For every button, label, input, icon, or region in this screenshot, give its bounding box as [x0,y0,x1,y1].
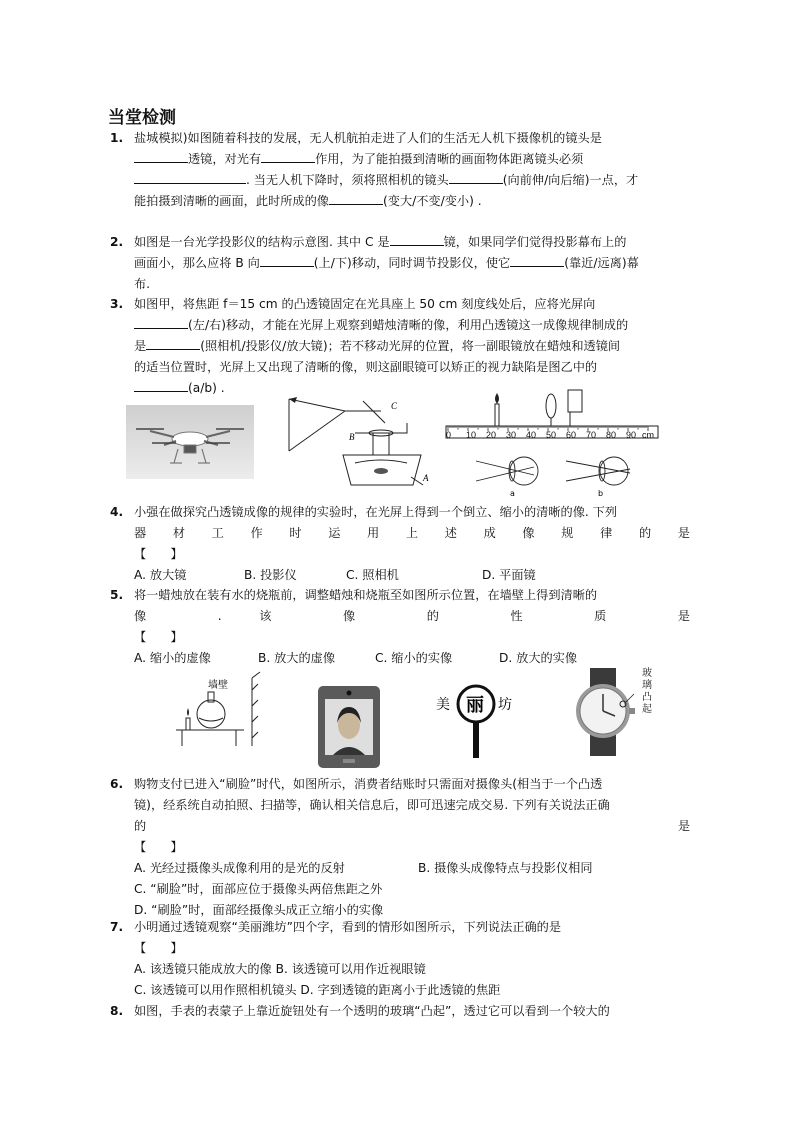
eye-label-a: a [510,489,515,498]
wall-label: 墙壁 [208,680,228,691]
question-2 [110,232,690,295]
answer-blank[interactable] [134,316,188,329]
answer-blank[interactable] [449,171,503,184]
answer-blank[interactable] [510,254,564,267]
magnifier-char-left: 美 [436,698,450,713]
question-5 [110,585,690,669]
q8-line1: 如图，手表的表蒙子上靠近旋钮处有一个透明的玻璃“凸起”，透过它可以看到一个较大的 [134,1004,610,1018]
option-ab[interactable]: A. 该透镜只能成放大的像 B. 该透镜可以用作近视眼镜 [134,962,426,976]
q7-bracket: 【 】 [134,941,183,955]
q6-line1: 购物支付已进入“刷脸”时代，如图所示，消费者结账时只需面对摄像头(相当于一个凸透 [134,777,603,791]
answer-blank[interactable] [134,379,188,392]
question-number: 6. [110,777,124,791]
option-c[interactable]: C. 照相机 [346,568,399,582]
tick-20: 20 [486,430,497,440]
ruler-unit: cm [642,430,654,440]
option-c[interactable]: C. 缩小的实像 [375,651,453,665]
q3-line2: (左/右)移动，才能在光屏上观察到蜡烛清晰的像，利用凸透镜这一成像规律制成的 [134,315,690,336]
question-number: 4. [110,505,124,519]
lens-icon [546,394,556,418]
label-A: A [423,473,429,483]
magnifier-char-right: 坊 [498,698,512,713]
q7-line1: 小明通过透镜观察“美丽潍坊”四个字，看到的情形如图所示，下列说法正确的是 [134,920,562,934]
option-d[interactable]: D. “刷脸”时，面部经摄像头成正立缩小的实像 [134,903,384,917]
q4-line1: 小强在做探究凸透镜成像的规律的实验时，在光屏上得到一个倒立、缩小的清晰的像. 下列 [134,505,618,519]
question-number: 7. [110,920,124,934]
question-6 [110,774,690,921]
answer-blank[interactable] [390,233,444,246]
q4-bracket: 【 】 [134,547,183,561]
option-b[interactable]: B. 放大的虚像 [258,651,336,665]
projector-diagram [285,393,433,495]
q2-line2: 画面小，那么应将 B 向 (上/下)移动，同时调节投影仪，使它 (靠近/远离)幕 [134,256,639,270]
question-number: 8. [110,1004,124,1018]
option-a[interactable]: A. 放大镜 [134,568,187,582]
screen-icon [568,390,582,412]
q7-options-ab [134,959,690,980]
answer-blank[interactable] [261,150,315,163]
magnifier-char-mid: 丽 [466,695,484,715]
flask-candle-figure [172,670,262,748]
answer-blank[interactable] [146,337,200,350]
crown-icon [629,708,635,714]
q1-line1: 盐城模拟)如图随着科技的发展，无人机航拍走进了人们的生活无人机下摄像机的镜头是 [134,131,602,145]
drone-photo [126,405,254,479]
tick-90: 90 [626,430,637,440]
answer-blank[interactable] [134,150,188,163]
q3-line5: (a/b) . [134,378,690,399]
question-number: 1. [110,131,124,145]
tick-60: 60 [566,430,577,440]
question-number: 3. [110,297,124,311]
q6-line2: 镜)，经系统自动拍照、扫描等，确认相关信息后，即可迅速完成交易. 下列有关说法正确 [134,798,610,812]
question-number: 2. [110,235,124,249]
question-1 [110,128,690,212]
q5-options [134,648,690,669]
answer-blank[interactable] [329,192,383,205]
question-number: 5. [110,588,124,602]
magnifier-figure [436,680,516,762]
tick-70: 70 [586,430,597,440]
q6-line3: 的 是 [134,819,690,833]
q3-line4: 的适当位置时，光屏上又出现了清晰的像，则这副眼镜可以矫正的视力缺陷是图乙中的 [134,360,598,374]
option-d[interactable]: D. 放大的实像 [499,651,578,665]
section-title: 当堂检测 [108,108,176,128]
question-4 [110,502,690,586]
q4-options [134,565,690,586]
tick-0: 0 [446,430,452,440]
optical-bench-figure [442,386,664,446]
tick-10: 10 [466,430,477,440]
tick-80: 80 [606,430,617,440]
q7-options-cd [134,980,690,1001]
question-7 [110,917,690,1001]
q3-line1: 如图甲，将焦距 f＝15 cm 的凸透镜固定在光具座上 50 cm 刻度线处后，应将光屏向 [134,297,596,311]
question-8 [110,1001,690,1022]
q5-line1: 将一蜡烛放在装有水的烧瓶前，调整蜡烛和烧瓶至如图所示位置，在墙壁上得到清晰的 [134,588,598,602]
magnifier-handle [473,722,479,758]
tick-30: 30 [506,430,517,440]
q1-line4: 能拍摄到清晰的画面，此时所成的像 (变大/不变/变小) . [134,194,482,208]
option-d[interactable]: D. 平面镜 [482,568,536,582]
candle-icon [495,394,499,426]
tick-50: 50 [546,430,557,440]
q5-line2: 像 . 该 像 的 性 质 是 [134,609,690,623]
option-b[interactable]: B. 投影仪 [244,568,297,582]
label-B: B [349,432,355,442]
q1-line3: . 当无人机下降时，须将照相机的镜头 (向前伸/向后缩)一点，才 [134,170,690,191]
option-a[interactable]: A. 缩小的虚像 [134,651,211,665]
q5-bracket: 【 】 [134,630,183,644]
q6-options-c [134,879,690,900]
eye-label-b: b [598,489,604,498]
camera-icon [347,691,352,696]
answer-blank[interactable] [260,254,314,267]
answer-blank[interactable] [134,171,246,184]
option-cd[interactable]: C. 该透镜可以用作照相机镜头 D. 字到透镜的距离小于此透镜的焦距 [134,983,501,997]
q2-line1: 如图是一台光学投影仪的结构示意图. 其中 C 是 镜，如果同学们觉得投影幕布上的 [134,235,627,249]
q1-line2: 透镜，对光有 作用，为了能拍摄到清晰的画面物体距离镜头必须 [134,149,690,170]
q2-line3: 布. [134,277,151,291]
option-b[interactable]: B. 摄像头成像特点与投影仪相同 [418,861,593,875]
watch-label: 玻璃凸起 [642,668,652,715]
q4-line2: 器 材 工 作 时 运 用 上 述 成 像 规 律 的 是 [134,526,690,540]
q6-bracket: 【 】 [134,840,183,854]
watch-photo [572,668,672,756]
q3-line3: 是 (照相机/投影仪/放大镜)；若不移动光屏的位置，将一副眼镜放在蜡烛和透镜间 [134,339,621,353]
face-payment-device [317,685,381,769]
q6-options-ab [134,858,690,879]
option-c[interactable]: C. “刷脸”时，面部应位于摄像头两倍焦距之外 [134,882,383,896]
question-3 [110,294,690,399]
eye-diagrams [474,453,654,499]
label-C: C [391,401,398,411]
option-a[interactable]: A. 光经过摄像头成像利用的是光的反射 [134,861,345,875]
tick-40: 40 [526,430,537,440]
